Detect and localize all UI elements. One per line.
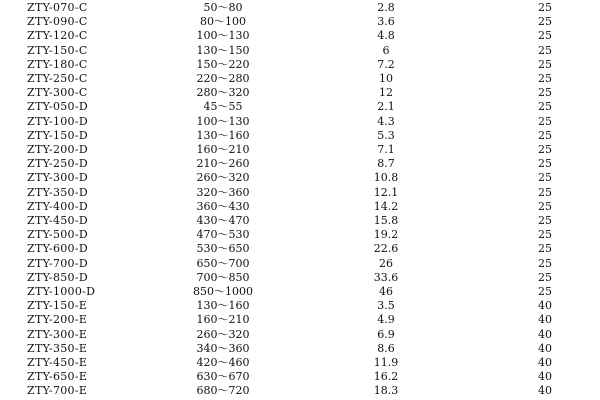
range-cell: 130～150	[196, 43, 250, 57]
weight-cell: 18.3	[373, 384, 399, 398]
model-cell: ZTY-650-E	[27, 370, 88, 384]
range-cell: 530～650	[196, 242, 250, 256]
range-cell: 210～260	[196, 157, 250, 171]
model-cell: ZTY-090-C	[27, 15, 88, 29]
quantity-cell: 25	[538, 171, 552, 185]
weight-cell: 10	[379, 72, 393, 85]
model-cell: ZTY-100-D	[27, 114, 88, 128]
quantity-cell: 25	[538, 256, 552, 270]
quantity-cell: 25	[538, 15, 552, 29]
quantity-cell: 25	[538, 57, 552, 71]
weight-cell: 7.1	[377, 143, 395, 156]
weight-cell: 26	[379, 256, 393, 270]
range-cell: 50～80	[203, 1, 243, 14]
quantity-cell: 25	[538, 1, 552, 14]
range-cell: 130～160	[196, 128, 250, 142]
weight-cell: 2.1	[377, 100, 395, 114]
model-cell: ZTY-700-E	[27, 384, 88, 398]
range-cell: 260～320	[196, 327, 250, 341]
quantity-cell: 25	[538, 270, 552, 284]
model-cell: ZTY-070-C	[27, 1, 88, 14]
model-cell: ZTY-850-D	[27, 270, 88, 284]
model-cell: ZTY-250-D	[27, 157, 88, 171]
model-cell: ZTY-450-D	[27, 214, 88, 227]
model-cell: ZTY-400-D	[27, 199, 88, 213]
quantity-cell: 25	[538, 114, 552, 128]
model-cell: ZTY-300-C	[27, 86, 88, 100]
range-cell: 45～55	[203, 100, 243, 114]
weight-cell: 6.9	[377, 327, 395, 341]
range-cell: 160～210	[196, 313, 250, 327]
range-cell: 430～470	[196, 214, 250, 227]
model-cell: ZTY-600-D	[27, 242, 88, 256]
weight-cell: 11.9	[373, 356, 399, 369]
quantity-cell: 25	[538, 86, 552, 100]
weight-cell: 33.6	[373, 270, 399, 284]
weight-cell: 4.9	[377, 313, 395, 327]
quantity-cell: 25	[538, 285, 552, 298]
model-cell: ZTY-200-D	[27, 143, 88, 156]
weight-cell: 7.2	[377, 57, 395, 71]
model-cell: ZTY-150-E	[27, 299, 88, 313]
quantity-cell: 25	[538, 199, 552, 213]
quantity-cell: 40	[538, 327, 552, 341]
range-cell: 360～430	[196, 199, 250, 213]
range-cell: 700～850	[196, 270, 250, 284]
weight-cell: 16.2	[373, 370, 399, 384]
quantity-cell: 25	[538, 128, 552, 142]
weight-cell: 3.6	[377, 15, 395, 29]
model-cell: ZTY-300-E	[27, 327, 88, 341]
range-cell: 320～360	[196, 185, 250, 199]
weight-cell: 5.3	[377, 128, 395, 142]
weight-cell: 10.8	[373, 171, 399, 185]
weight-cell: 46	[379, 285, 393, 298]
range-cell: 630～670	[196, 370, 250, 384]
quantity-cell: 25	[538, 228, 552, 242]
quantity-cell: 40	[538, 341, 552, 355]
range-cell: 340～360	[196, 341, 250, 355]
table-row	[0, 382, 600, 399]
range-cell: 160～210	[196, 143, 250, 156]
quantity-cell: 40	[538, 356, 552, 369]
quantity-cell: 25	[538, 143, 552, 156]
model-cell: ZTY-350-E	[27, 341, 88, 355]
model-cell: ZTY-1000-D	[27, 285, 96, 298]
model-cell: ZTY-250-C	[27, 72, 88, 85]
quantity-cell: 25	[538, 72, 552, 85]
weight-cell: 12	[379, 86, 393, 100]
range-cell: 470～530	[196, 228, 250, 242]
weight-cell: 3.5	[377, 299, 395, 313]
weight-cell: 8.6	[377, 341, 395, 355]
range-cell: 150～220	[196, 57, 250, 71]
quantity-cell: 25	[538, 43, 552, 57]
range-cell: 420～460	[196, 356, 250, 369]
range-cell: 80～100	[200, 15, 246, 29]
quantity-cell: 40	[538, 299, 552, 313]
weight-cell: 22.6	[373, 242, 399, 256]
quantity-cell: 25	[538, 242, 552, 256]
weight-cell: 4.8	[377, 29, 395, 43]
range-cell: 280～320	[196, 86, 250, 100]
quantity-cell: 25	[538, 29, 552, 43]
quantity-cell: 40	[538, 370, 552, 384]
model-cell: ZTY-700-D	[27, 256, 88, 270]
model-cell: ZTY-050-D	[27, 100, 88, 114]
quantity-cell: 25	[538, 100, 552, 114]
weight-cell: 15.8	[373, 214, 399, 227]
weight-cell: 6	[382, 43, 390, 57]
quantity-cell: 25	[538, 157, 552, 171]
model-cell: ZTY-180-C	[27, 57, 88, 71]
quantity-cell: 40	[538, 384, 552, 398]
range-cell: 100～130	[196, 114, 250, 128]
weight-cell: 8.7	[377, 157, 395, 171]
range-cell: 220～280	[196, 72, 250, 85]
model-cell: ZTY-500-D	[27, 228, 88, 242]
range-cell: 850～1000	[193, 285, 253, 298]
model-cell: ZTY-300-D	[27, 171, 88, 185]
model-cell: ZTY-450-E	[27, 356, 88, 369]
model-cell: ZTY-150-D	[27, 128, 88, 142]
range-cell: 650～700	[196, 256, 250, 270]
range-cell: 680～720	[196, 384, 250, 398]
quantity-cell: 40	[538, 313, 552, 327]
model-cell: ZTY-350-D	[27, 185, 88, 199]
model-cell: ZTY-150-C	[27, 43, 88, 57]
range-cell: 260～320	[196, 171, 250, 185]
quantity-cell: 25	[538, 214, 552, 227]
model-cell: ZTY-120-C	[27, 29, 88, 43]
range-cell: 130～160	[196, 299, 250, 313]
weight-cell: 12.1	[373, 185, 399, 199]
range-cell: 100～130	[196, 29, 250, 43]
quantity-cell: 25	[538, 185, 552, 199]
model-cell: ZTY-200-E	[27, 313, 88, 327]
weight-cell: 4.3	[377, 114, 395, 128]
weight-cell: 19.2	[373, 228, 399, 242]
weight-cell: 14.2	[373, 199, 399, 213]
weight-cell: 2.8	[377, 1, 395, 14]
